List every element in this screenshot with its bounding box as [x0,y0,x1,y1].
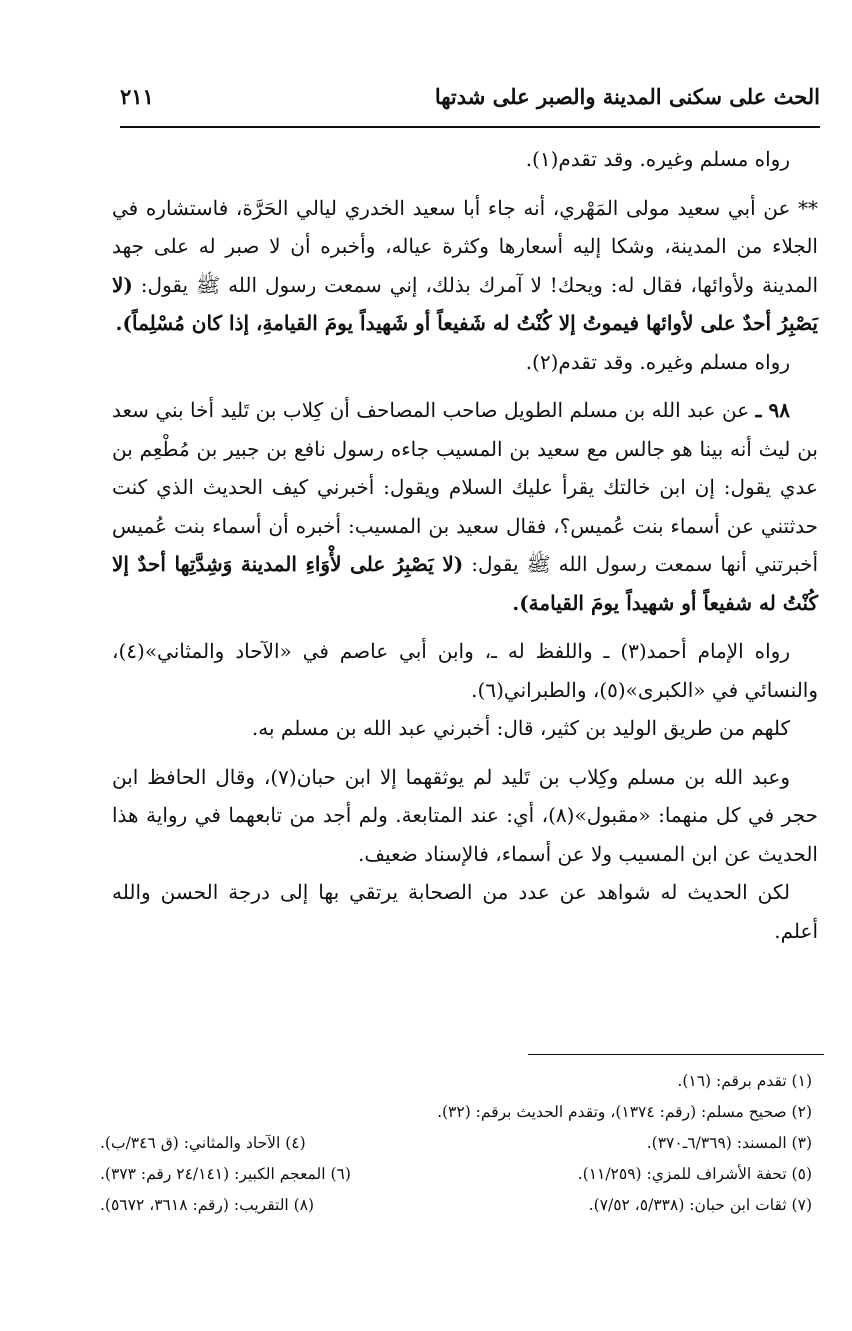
paragraph-6: كلهم من طريق الوليد بن كثير، قال: أخبرني عبد الله بن مسلم به. [251,716,790,740]
page-number: ٢١١ [120,84,154,109]
paragraph-2-lead: ** عن أبي سعيد مولى المَهْري، أنه جاء أبا سعيد الخدري ليالي الحَرَّة، فاستشاره في الجلاء من المدينة، وشكا إليه أسعارها وكثرة عياله، وأخبره أن لا صبر له على جهد المدينة ولأوائها، فقال له: ويحك! لا آمرك بذلك، إني سمعت رسول الله ﷺ يقول: [112,195,818,297]
footnote-2: (٢) صحيح مسلم: (رقم: ١٣٧٤)، وتقدم الحديث برقم: (٣٢). [437,1103,812,1121]
footnote-8: (٨) التقريب: (رقم: ٣٦١٨، ٥٦٧٢). [100,1196,315,1214]
footnote-4: (٤) الآحاد والمثاني: (ق ٣٤٦/ب). [100,1134,306,1152]
hadith-98-lead: عن عبد الله بن مسلم الطويل صاحب المصاحف أن كِلاب بن تَليد أخا بني سعد بن ليث أنه بينا هو جالس مع سعيد بن المسيب جاءه رسول نافع بن جبير بن مُطْعِم بن عدي يقول: إن ابن خالتك يقرأ عليك السلام ويقول: أخبرني كيف الحديث الذي كنت حدثتني عن أسماء بنت عُميس؟، فقال سعيد بن المسيب: أخبره أن أسماء بنت عُميس أخبرتني أنها سمعت رسول الله ﷺ يقول: [112,398,819,576]
hadith-number: ٩٨ ـ [755,398,791,422]
footnote-7: (٧) ثقات ابن حبان: (٥/٣٣٨، ٧/٥٢). [588,1196,812,1214]
footnote-divider [528,1054,824,1055]
paragraph-2 [112,189,818,343]
footnote-row-5-6 [100,1159,812,1190]
main-text [112,140,818,950]
footnote-3: (٣) المسند: (٦/٣٦٩ـ٣٧٠). [646,1134,812,1152]
paragraph-7: وعبد الله بن مسلم وكِلاب بن تَليد لم يوثقهما إلا ابن حبان(٧)، وقال الحافظ ابن حجر في كل منهما: «مقبول»(٨)، أي: عند المتابعة. ولم أجد من تابعهما في رواية هذا الحديث عن ابن المسيب ولا عن أسماء، فالإسناد ضعيف. [112,764,818,866]
footnotes [100,1066,812,1221]
hadith-quote-1: (لا يَصْبِرُ أحدٌ على لأوائها فيموتُ إلا كُنْتُ له شَفيعاً أو شَهيداً يومَ القيامةِ، إذا كان مُسْلِماً). [112,272,818,335]
footnote-row-3-4 [100,1128,812,1159]
paragraph-8: لكن الحديث له شواهد عن عدد من الصحابة يرتقي بها إلى درجة الحسن والله أعلم. [112,880,818,943]
running-title: الحث على سكنى المدينة والصبر على شدتها [434,84,820,109]
footnote-1: (١) تقدم برقم: (١٦). [677,1072,812,1090]
page-header [120,80,820,128]
footnote-row-7-8 [100,1190,812,1221]
paragraph-5: رواه الإمام أحمد(٣) ـ واللفظ له ـ، وابن أبي عاصم في «الآحاد والمثاني»(٤)، والنسائي في «الكبرى»(٥)، والطبراني(٦). [112,639,818,702]
footnote-5: (٥) تحفة الأشراف للمزي: (١١/٢٥٩). [577,1165,812,1183]
hadith-quote-2: (لا يَصْبِرُ على لأْوَاءِ المدينة وَشِدَّتِها أحدٌ إلا كُنْتُ له شفيعاً أو شهيداً يومَ القيامة). [112,552,818,615]
footnote-6: (٦) المعجم الكبير: (٢٤/١٤١ رقم: ٣٧٣). [100,1165,351,1183]
hadith-98 [112,391,818,622]
paragraph-1: رواه مسلم وغيره. وقد تقدم(١). [525,147,790,171]
paragraph-3: رواه مسلم وغيره. وقد تقدم(٢). [525,349,790,374]
